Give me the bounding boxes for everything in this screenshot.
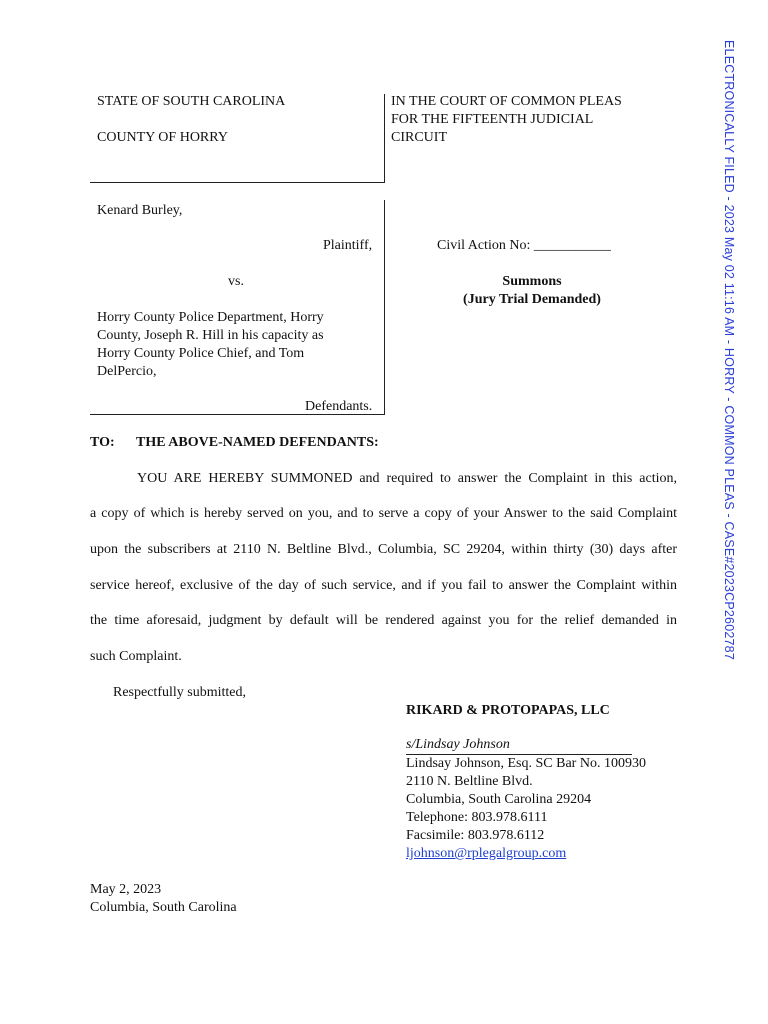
attorney-line-1: Lindsay Johnson, Esq. SC Bar No. 100930 [406, 756, 646, 771]
filing-stamp [718, 40, 738, 670]
attorney-line-3: Columbia, South Carolina 29204 [406, 792, 592, 807]
document-title: Summons [502, 274, 562, 289]
filing-stamp-text: ELECTRONICALLY FILED - 2023 May 02 11:16 AM - HORRY - COMMON PLEAS - CASE#2023CP2602787 [722, 40, 736, 660]
to-label: TO: [90, 435, 115, 450]
attorney-line-5: Facsimile: 803.978.6112 [406, 828, 545, 843]
plaintiff-name: Kenard Burley, [97, 203, 183, 218]
plaintiff-label: Plaintiff, [323, 238, 373, 253]
defendants-line-3: Horry County Police Chief, and Tom [97, 346, 305, 361]
firm-name: RIKARD & PROTOPAPAS, LLC [406, 703, 610, 718]
closing: Respectfully submitted, [113, 685, 246, 700]
attorney-line-4: Telephone: 803.978.6111 [406, 810, 548, 825]
civil-action-number: Civil Action No: ___________ [437, 238, 611, 253]
body-line-3: upon the subscribers at 2110 N. Beltline Blvd., Columbia, SC 29204, within thirty (30) days after [90, 542, 677, 557]
versus-label: vs. [228, 274, 244, 289]
date: May 2, 2023 [90, 882, 162, 897]
body-line-6: such Complaint. [90, 649, 182, 664]
defendants-line-2: County, Joseph R. Hill in his capacity as [97, 328, 324, 343]
body-line-4: service hereof, exclusive of the day of such service, and if you fail to answer the Complaint within [90, 578, 677, 593]
email-link[interactable]: ljohnson@rplegalgroup.com [406, 846, 567, 861]
court-line-1: IN THE COURT OF COMMON PLEAS [391, 94, 622, 109]
body-line-2: a copy of which is hereby served on you, and to serve a copy of your Answer to the said Complaint [90, 506, 677, 521]
caption-divider-top [384, 94, 385, 183]
attorney-line-2: 2110 N. Beltline Blvd. [406, 774, 533, 789]
to-recipients: THE ABOVE-NAMED DEFENDANTS: [136, 435, 379, 450]
document-subtitle: (Jury Trial Demanded) [463, 292, 601, 307]
body-line-1: YOU ARE HEREBY SUMMONED and required to answer the Complaint in this action, [137, 471, 677, 486]
county-heading: COUNTY OF HORRY [97, 130, 228, 145]
defendants-line-1: Horry County Police Department, Horry [97, 310, 324, 325]
signature-line [406, 737, 632, 755]
signature: s/Lindsay Johnson [406, 737, 510, 752]
court-line-3: CIRCUIT [391, 130, 447, 145]
defendants-label: Defendants. [305, 399, 373, 414]
body-line-5: the time aforesaid, judgment by default will be rendered against you for the relief demanded in [90, 613, 677, 628]
caption-divider-bottom [384, 200, 385, 415]
state-heading: STATE OF SOUTH CAROLINA [97, 94, 286, 109]
defendants-line-4: DelPercio, [97, 364, 157, 379]
caption-rule-top [90, 182, 385, 183]
place: Columbia, South Carolina [90, 900, 237, 915]
court-line-2: FOR THE FIFTEENTH JUDICIAL [391, 112, 594, 127]
